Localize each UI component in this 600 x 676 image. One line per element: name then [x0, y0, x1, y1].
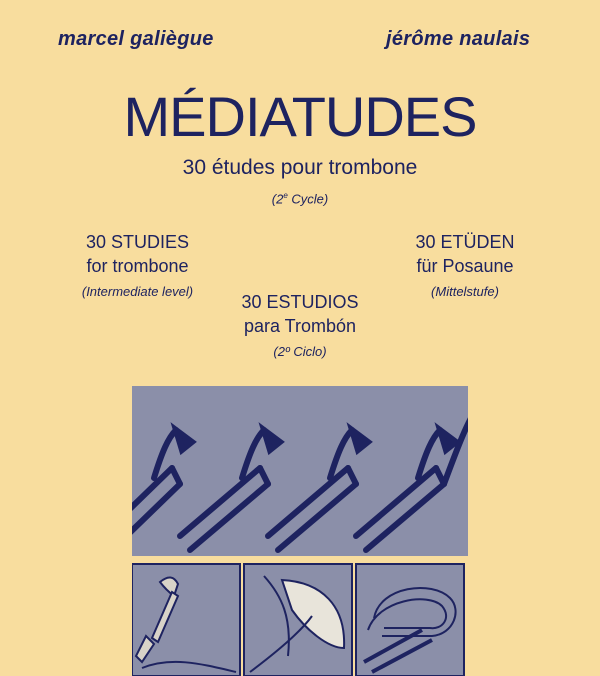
mouthpiece-panel — [132, 564, 240, 676]
english-line3: (Intermediate level) — [81, 284, 194, 299]
german-line3: (Mittelstufe) — [431, 284, 499, 299]
trombones-illustration — [132, 386, 468, 676]
german-line2: für Posaune — [416, 256, 514, 276]
page-title: MÉDIATUDES — [123, 85, 477, 148]
cycle-note: (2e Cycle) — [271, 191, 329, 207]
english-line1: 30 STUDIES — [85, 232, 190, 252]
author-right: jérôme naulais — [386, 28, 531, 50]
german-line1: 30 ETÜDEN — [415, 232, 515, 252]
english-line2: for trombone — [86, 256, 189, 276]
spanish-line3: (2º Ciclo) — [273, 344, 327, 359]
author-left: marcel galiègue — [58, 28, 214, 50]
detail-panels — [132, 564, 464, 676]
spanish-line1: 30 ESTUDIOS — [241, 292, 359, 312]
german-title-block — [380, 232, 550, 299]
spanish-title-block — [205, 292, 395, 359]
english-title-block — [50, 232, 225, 299]
subtitle: 30 études pour trombone — [182, 156, 418, 179]
spanish-line2: para Trombón — [243, 316, 357, 336]
